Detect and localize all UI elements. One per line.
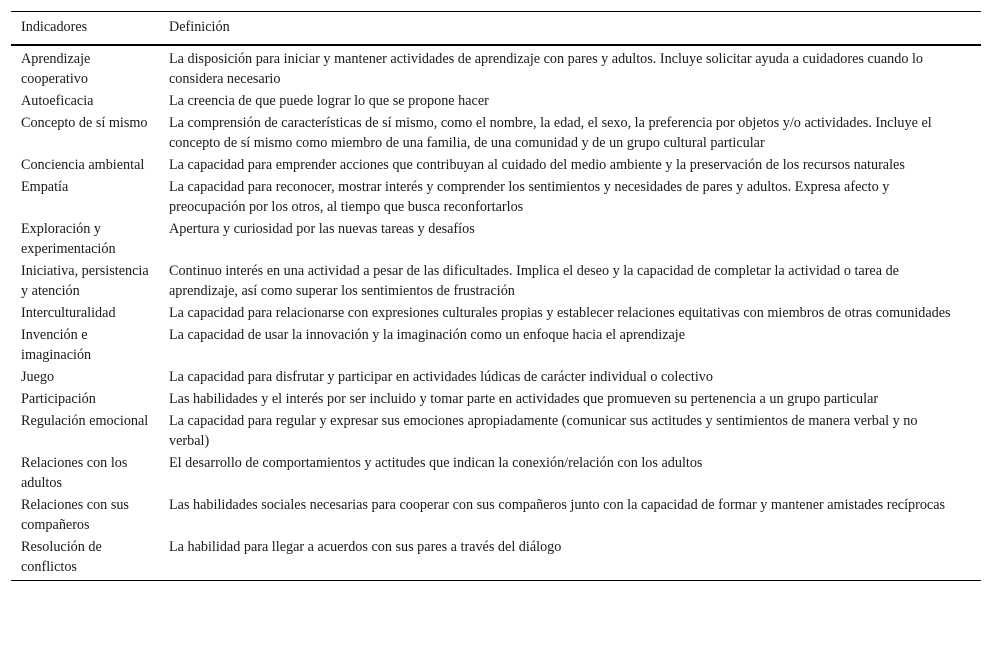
table-row xyxy=(11,176,981,218)
indicator-cell: Aprendizaje cooperativo xyxy=(21,51,91,87)
definition-cell: La capacidad para regular y expresar sus emociones apropiadamente (comunicar sus actitudes y sentimientos de manera verbal y no verbal) xyxy=(169,413,918,449)
indicator-cell: Empatía xyxy=(21,179,69,195)
table-header xyxy=(11,12,981,46)
table-row xyxy=(11,90,981,112)
definition-cell: La capacidad para reconocer, mostrar interés y comprender los sentimientos y necesidades de pares y adultos. Expresa afecto y preocupación por los otros, al tiempo que busca reconfortarlos xyxy=(169,179,890,215)
indicator-cell: Exploración y experimentación xyxy=(21,221,116,257)
indicator-cell: Regulación emocional xyxy=(21,413,149,429)
table-row xyxy=(11,260,981,302)
indicator-cell: Conciencia ambiental xyxy=(21,157,145,173)
definition-cell: La capacidad para emprender acciones que contribuyan al cuidado del medio ambiente y la preservación de los recursos naturales xyxy=(169,157,905,173)
table-row xyxy=(11,388,981,410)
header-row xyxy=(11,12,981,46)
table-row xyxy=(11,452,981,494)
definition-cell: La disposición para iniciar y mantener actividades de aprendizaje con pares y adultos. Incluye solicitar ayuda a cuidadores cuando lo considera necesario xyxy=(169,51,924,87)
table-row xyxy=(11,366,981,388)
indicator-cell: Interculturalidad xyxy=(21,305,116,321)
indicators-table-container xyxy=(11,11,981,581)
definition-cell: La creencia de que puede lograr lo que se propone hacer xyxy=(169,93,489,109)
definition-cell: El desarrollo de comportamientos y actitudes que indican la conexión/relación con los adultos xyxy=(169,455,703,471)
definition-cell: La capacidad para disfrutar y participar en actividades lúdicas de carácter individual o colectivo xyxy=(169,369,713,385)
definition-cell: Continuo interés en una actividad a pesar de las dificultades. Implica el deseo y la capacidad de completar la actividad o tarea de aprendizaje, así como superar los sentimientos de frustración xyxy=(169,263,899,299)
definition-cell: La comprensión de características de sí mismo, como el nombre, la edad, el sexo, la preferencia por objetos y/o actividades. Incluye el concepto de sí mismo como miembro de una familia, de una comunidad y de un grupo cultural particular xyxy=(169,115,932,151)
indicator-cell: Participación xyxy=(21,391,96,407)
table-row xyxy=(11,45,981,90)
definition-cell: La capacidad para relacionarse con expresiones culturales propias y establecer relaciones equitativas con miembros de otras comunidades xyxy=(169,305,951,321)
table-row xyxy=(11,324,981,366)
table-body xyxy=(11,45,981,581)
header-definicion: Definición xyxy=(169,19,230,35)
indicators-table xyxy=(11,11,981,581)
indicator-cell: Relaciones con sus compañeros xyxy=(21,497,129,533)
indicator-cell: Resolución de conflictos xyxy=(21,539,102,575)
definition-cell: Las habilidades sociales necesarias para cooperar con sus compañeros junto con la capacidad de formar y mantener amistades recíprocas xyxy=(169,497,946,513)
table-row xyxy=(11,494,981,536)
definition-cell: Las habilidades y el interés por ser incluido y tomar parte en actividades que promueven su pertenencia a un grupo particular xyxy=(169,391,879,407)
table-row xyxy=(11,536,981,581)
definition-cell: La habilidad para llegar a acuerdos con sus pares a través del diálogo xyxy=(169,539,562,555)
indicator-cell: Invención e imaginación xyxy=(21,327,92,363)
table-row xyxy=(11,302,981,324)
indicator-cell: Iniciativa, persistencia y atención xyxy=(21,263,149,299)
table-row xyxy=(11,410,981,452)
indicator-cell: Relaciones con los adultos xyxy=(21,455,128,491)
indicator-cell: Juego xyxy=(21,369,55,385)
definition-cell: La capacidad de usar la innovación y la imaginación como un enfoque hacia el aprendizaje xyxy=(169,327,686,343)
header-indicadores: Indicadores xyxy=(21,19,88,35)
definition-cell: Apertura y curiosidad por las nuevas tareas y desafíos xyxy=(169,221,475,237)
indicator-cell: Concepto de sí mismo xyxy=(21,115,148,131)
table-row xyxy=(11,154,981,176)
table-row xyxy=(11,112,981,154)
table-row xyxy=(11,218,981,260)
indicator-cell: Autoeficacia xyxy=(21,93,94,109)
